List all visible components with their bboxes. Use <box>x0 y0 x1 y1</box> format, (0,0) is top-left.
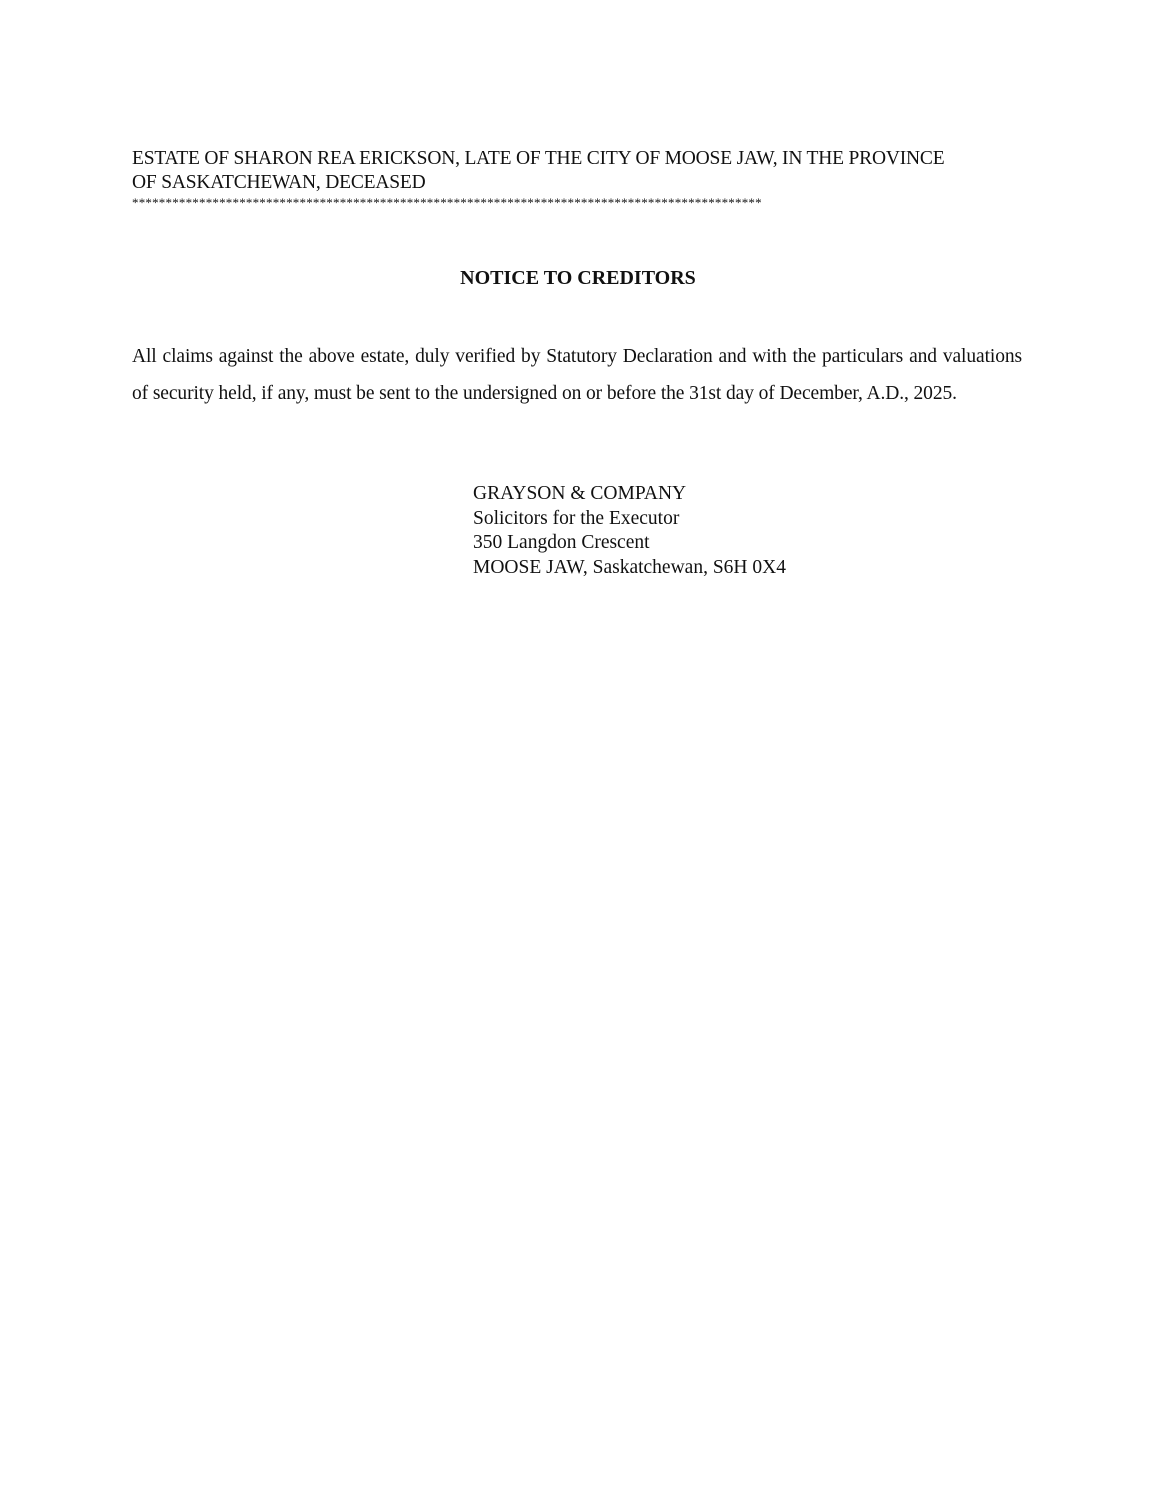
estate-heading <box>132 147 1032 195</box>
estate-heading-line-1: ESTATE OF SHARON REA ERICKSON, LATE OF THE CITY OF MOOSE JAW, IN THE PROVINCE <box>132 148 945 169</box>
estate-heading-line-2: OF SASKATCHEWAN, DECEASED <box>132 172 426 193</box>
notice-title-text: NOTICE TO CREDITORS <box>460 267 696 289</box>
firm-name: GRAYSON & COMPANY <box>473 483 687 504</box>
notice-body: All claims against the above estate, duly verified by Statutory Declaration and with the particulars and valuations of security held, if any, must be sent to the undersigned on or before the 31st day of December, A.D., 2025. <box>132 346 1022 404</box>
notice-title <box>0 265 1156 291</box>
signature-block <box>473 482 973 580</box>
firm-role: Solicitors for the Executor <box>473 507 680 529</box>
asterisk-separator: ********************************************************************************************** <box>132 196 762 210</box>
firm-city-address: MOOSE JAW, Saskatchewan, S6H 0X4 <box>473 556 786 578</box>
firm-street-address: 350 Langdon Crescent <box>473 532 650 553</box>
